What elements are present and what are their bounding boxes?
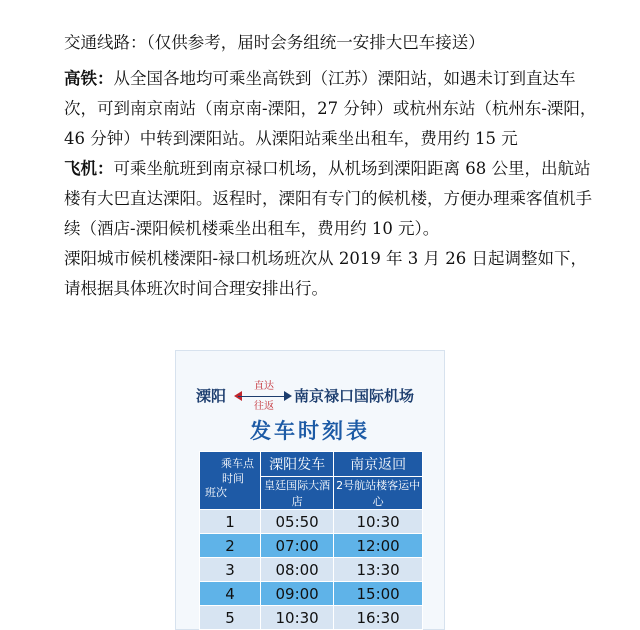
- run-number: 4: [200, 582, 261, 606]
- return-time: 12:00: [334, 534, 423, 558]
- col-depart-header: 溧阳发车: [261, 452, 334, 477]
- route-from: 溧阳: [196, 387, 227, 405]
- corner-time-label: 时间: [222, 472, 244, 485]
- arrow-right-icon: [284, 391, 292, 401]
- depart-time: 08:00: [261, 558, 334, 582]
- rail-label: 高铁：: [64, 69, 114, 88]
- schedule-table: [199, 451, 423, 630]
- table-row: [200, 510, 423, 534]
- transport-heading: 交通线路：（仅供参考，届时会务组统一安排大巴车接送）: [64, 33, 485, 52]
- return-time: 16:30: [334, 606, 423, 630]
- return-time: 15:00: [334, 582, 423, 606]
- table-row: [200, 558, 423, 582]
- flight-paragraph: [64, 154, 604, 244]
- col-depart-stop: 皇廷国际大酒店: [261, 477, 334, 510]
- return-time: 10:30: [334, 510, 423, 534]
- run-number: 5: [200, 606, 261, 630]
- schedule-poster: [175, 350, 445, 630]
- document-body: [64, 28, 604, 304]
- rail-text: 从全国各地均可乘坐高铁到（江苏）溧阳站，如遇未订到直达车次，可到南京南站（南京南-溧阳，27 分钟）或杭州东站（杭州东-溧阳，46 分钟）中转到溧阳站。从溧阳站乘坐出租车，费用约 15 元: [64, 69, 597, 148]
- schedule-notice: 溧阳城市候机楼溧阳-禄口机场班次从 2019 年 3 月 26 日起调整如下， 请根据具体班次时间合理安排出行。: [64, 249, 588, 298]
- flight-text: 可乘坐航班到南京禄口机场，从机场到溧阳距离 68 公里，出航站楼有大巴直达溧阳。返程时，溧阳有专门的候机楼，方便办理乘客值机手续（酒店-溧阳候机楼乘坐出租车，费用约 10 元）。: [64, 159, 592, 238]
- route-return-label: 往返: [254, 401, 274, 412]
- return-time: 13:30: [334, 558, 423, 582]
- corner-run-label: 班次: [205, 486, 227, 499]
- depart-time: 09:00: [261, 582, 334, 606]
- corner-stop-label: 乘车点: [221, 457, 254, 470]
- depart-time: 07:00: [261, 534, 334, 558]
- corner-header: [200, 452, 261, 510]
- col-return-stop: 2号航站楼客运中心: [334, 477, 423, 510]
- route-direct-label: 直达: [254, 381, 274, 392]
- run-number: 2: [200, 534, 261, 558]
- table-row: [200, 534, 423, 558]
- col-return-header: 南京返回: [334, 452, 423, 477]
- flight-label: 飞机：: [64, 159, 114, 178]
- poster-title: 发车时刻表: [250, 419, 370, 443]
- rail-paragraph: [64, 64, 604, 154]
- route-banner: [176, 379, 444, 412]
- depart-time: 10:30: [261, 606, 334, 630]
- run-number: 1: [200, 510, 261, 534]
- route-to: 南京禄口国际机场: [294, 387, 415, 405]
- table-row: [200, 582, 423, 606]
- table-row: [200, 606, 423, 630]
- run-number: 3: [200, 558, 261, 582]
- depart-time: 05:50: [261, 510, 334, 534]
